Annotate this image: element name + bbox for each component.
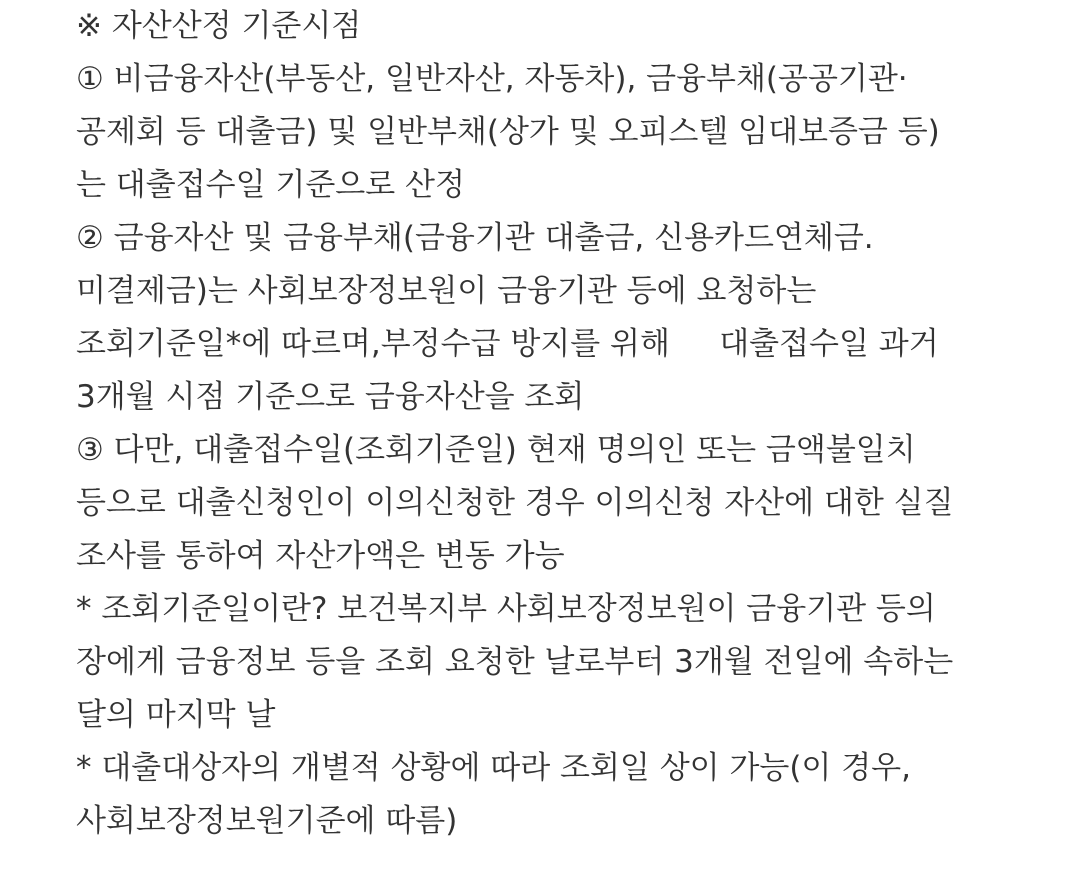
footnote-line-1: * 조회기준일이란? 보건복지부 사회보장정보원이 금융기관 등의	[76, 591, 936, 627]
section-heading: ※ 자산산정 기준시점	[76, 8, 362, 44]
paragraph-line-5: 미결제금)는 사회보장정보원이 금융기관 등에 요청하는	[76, 273, 817, 309]
paragraph-line-2: 공제회 등 대출금) 및 일반부채(상가 및 오피스텔 임대보증금 등)	[76, 114, 940, 150]
paragraph-line-4: ② 금융자산 및 금융부채(금융기관 대출금, 신용카드연체금.	[76, 220, 874, 256]
paragraph-line-3: 는 대출접수일 기준으로 산정	[76, 167, 465, 203]
footnote-line-2: 장에게 금융정보 등을 조회 요청한 날로부터 3개월 전일에 속하는	[76, 644, 954, 680]
paragraph-line-10: 조사를 통하여 자산가액은 변동 가능	[76, 538, 565, 574]
paragraph-line-6: 조회기준일*에 따르며,부정수급 방지를 위해 대출접수일 과거	[76, 326, 939, 362]
footnote-line-5: 사회보장정보원기준에 따름)	[76, 803, 458, 839]
footnote-line-4: * 대출대상자의 개별적 상황에 따라 조회일 상이 가능(이 경우,	[76, 750, 911, 786]
footnote-line-3: 달의 마지막 날	[76, 697, 276, 733]
paragraph-line-7: 3개월 시점 기준으로 금융자산을 조회	[76, 379, 585, 415]
paragraph-line-1: ① 비금융자산(부동산, 일반자산, 자동차), 금융부채(공공기관·	[76, 61, 908, 97]
paragraph-line-8: ③ 다만, 대출접수일(조회기준일) 현재 명의인 또는 금액불일치	[76, 432, 916, 468]
paragraph-line-9: 등으로 대출신청인이 이의신청한 경우 이의신청 자산에 대한 실질	[76, 485, 954, 521]
